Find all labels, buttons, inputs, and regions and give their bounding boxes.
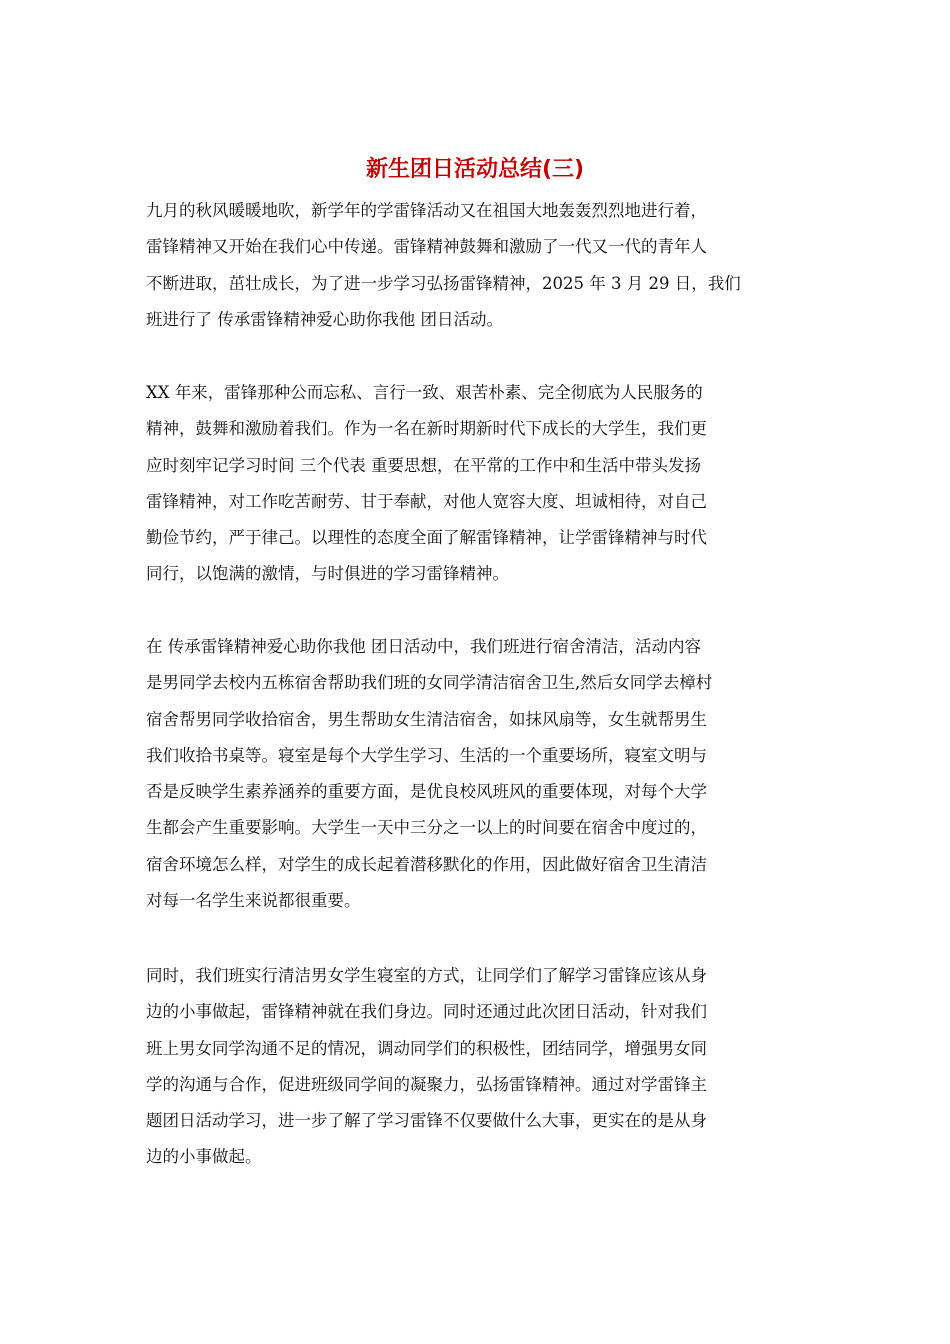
paragraph-4: 同时，我们班实行清洁男女学生寝室的方式，让同学们了解学习雷锋应该从身 边的小事做起，雷锋精神就在我们身边。同时还通过此次团日活动，针对我们 班上男女同学沟通不足的情况，调动同学们的积极性，团结同学，增强男女同 学的沟通与合作，促进班级同学间的凝聚力，弘扬雷锋精神。通过对学雷锋主 题团日活动学习，进一步了解了学习雷锋不仅要做什么大事，更实在的是从身 边的小事做起。 [146,966,707,1167]
paragraph-1: 九月的秋风暖暖地吹，新学年的学雷锋活动又在祖国大地轰轰烈烈地进行着， 雷锋精神又开始在我们心中传递。雷锋精神鼓舞和激励了一代又一代的青年人 不断进取，茁壮成长，为了进一步学习弘扬雷锋精神，2025 年 3 月 29 日，我们 班进行了 传承雷锋精神爱心助你我他 团日活动。 [146,201,741,329]
paragraph-3: 在 传承雷锋精神爱心助你我他 团日活动中，我们班进行宿舍清洁，活动内容 是男同学去校内五栋宿舍帮助我们班的女同学清洁宿舍卫生,然后女同学去樟村 宿舍帮男同学收拾宿舍，男生帮助女生清洁宿舍，如抹风扇等，女生就帮男生 我们收拾书桌等。寝室是每个大学生学习、生活的一个重要场所，寝室文明与 否是反映学生素养涵养的重要方面，是优良校风班风的重要体现，对每个大学 生都会产生重要影响。大学生一天中三分之一以上的时间要在宿舍中度过的， 宿舍环境怎么样，对学生的成长起着潜移默化的作用，因此做好宿舍卫生清洁 对每一名学生来说都很重要。 [146,637,713,911]
document-title: 新生团日活动总结(三) [365,157,585,182]
paragraph-2: XX 年来，雷锋那种公而忘私、言行一致、艰苦朴素、完全彻底为人民服务的 精神，鼓舞和激励着我们。作为一名在新时期新时代下成长的大学生，我们更 应时刻牢记学习时间 三个代表 重要思想，在平常的工作中和生活中带头发扬 雷锋精神，对工作吃苦耐劳、甘于奉献，对他人宽容大度、坦诚相待，对自己 勤俭节约，严于律己。以理性的态度全面了解雷锋精神，让学雷锋精神与时代 同行，以饱满的激情，与时俱进的学习雷锋精神。 [146,383,707,584]
